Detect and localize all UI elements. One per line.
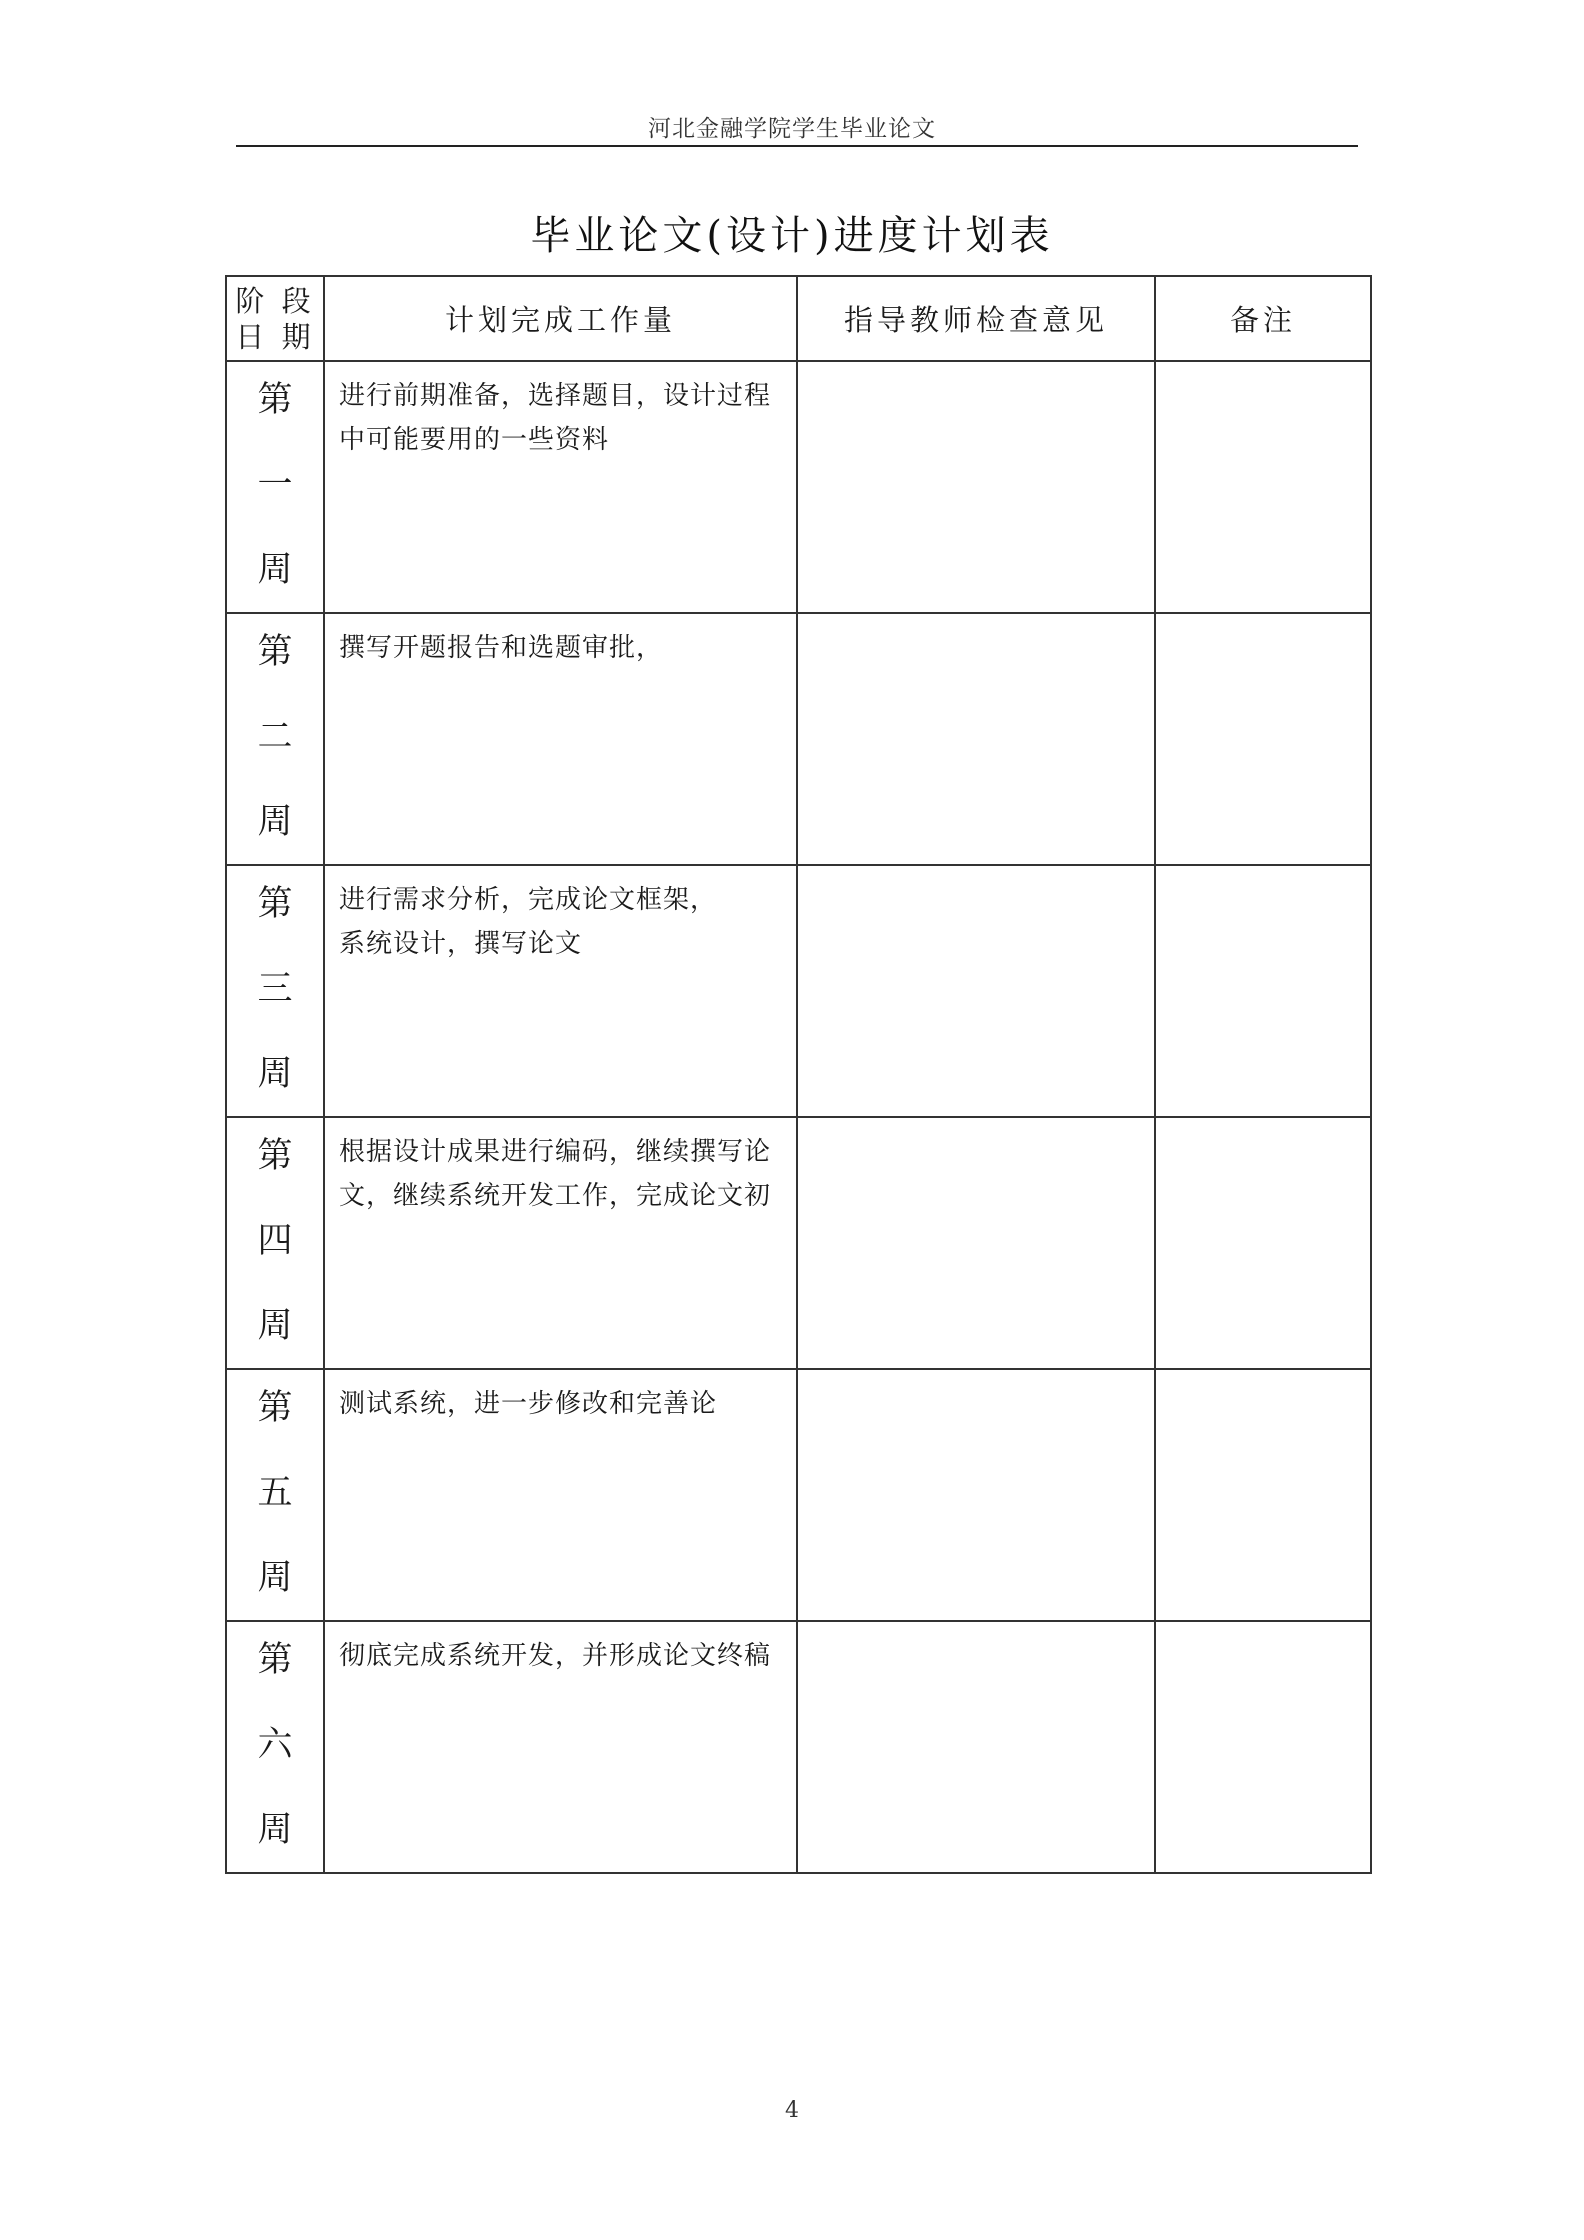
week-char: 二	[257, 717, 293, 757]
plan-cell	[324, 613, 797, 865]
week-row-6	[226, 1621, 1371, 1873]
plan-cell	[324, 1621, 797, 1873]
plan-line: 撰写开题报告和选题审批，	[339, 633, 664, 663]
table-header-row	[226, 276, 1371, 361]
week-cell	[226, 613, 324, 865]
stage-date-header	[226, 276, 324, 361]
week-char: 第	[257, 380, 293, 420]
week-char: 周	[257, 1558, 293, 1598]
document-title: 毕业论文(设计)进度计划表	[530, 213, 1054, 259]
remarks-cell	[1155, 361, 1371, 613]
plan-line: 中可能要用的一些资料	[339, 425, 610, 455]
advisor-cell	[797, 1117, 1155, 1369]
plan-line: 系统设计，撰写论文	[339, 929, 583, 959]
week-row-3	[226, 865, 1371, 1117]
advisor-cell	[797, 865, 1155, 1117]
week-char: 六	[257, 1725, 293, 1765]
progress-plan-table	[225, 275, 1372, 1874]
week-char: 五	[257, 1473, 293, 1513]
remarks-cell	[1155, 1621, 1371, 1873]
advisor-cell	[797, 613, 1155, 865]
week-char: 第	[257, 1640, 293, 1680]
week-char: 周	[257, 1306, 293, 1346]
stage-header-line1: 阶 段	[235, 283, 315, 318]
advisor-cell	[797, 1369, 1155, 1621]
plan-line: 进行前期准备，选择题目，设计过程	[339, 381, 772, 411]
week-row-4	[226, 1117, 1371, 1369]
plan-cell	[324, 361, 797, 613]
week-char: 周	[257, 550, 293, 590]
header-rule	[236, 145, 1358, 147]
remarks-cell	[1155, 865, 1371, 1117]
plan-line: 进行需求分析，完成论文框架，	[339, 885, 718, 915]
advisor-cell	[797, 361, 1155, 613]
remarks-cell	[1155, 613, 1371, 865]
week-char: 周	[257, 1054, 293, 1094]
week-row-2	[226, 613, 1371, 865]
week-char: 周	[257, 802, 293, 842]
week-char: 第	[257, 1388, 293, 1428]
week-cell	[226, 1369, 324, 1621]
week-char: 第	[257, 632, 293, 672]
plan-line: 根据设计成果进行编码，继续撰写论	[339, 1137, 772, 1167]
week-char: 周	[257, 1810, 293, 1850]
page-number: 4	[785, 2098, 799, 2123]
week-cell	[226, 361, 324, 613]
remarks-cell	[1155, 1117, 1371, 1369]
plan-cell	[324, 865, 797, 1117]
week-cell	[226, 1117, 324, 1369]
remarks-header: 备注	[1155, 276, 1371, 361]
week-char: 第	[257, 884, 293, 924]
plan-header: 计划完成工作量	[324, 276, 797, 361]
advisor-cell	[797, 1621, 1155, 1873]
week-char: 第	[257, 1136, 293, 1176]
plan-cell	[324, 1117, 797, 1369]
week-char: 一	[257, 465, 293, 505]
plan-cell	[324, 1369, 797, 1621]
week-cell	[226, 1621, 324, 1873]
week-row-5	[226, 1369, 1371, 1621]
plan-line: 彻底完成系统开发，并形成论文终稿	[339, 1641, 772, 1671]
stage-header-line2: 日 期	[235, 319, 315, 354]
plan-line: 文，继续系统开发工作，完成论文初	[339, 1181, 772, 1211]
week-row-1	[226, 361, 1371, 613]
running-header: 河北金融学院学生毕业论文	[648, 116, 936, 142]
remarks-cell	[1155, 1369, 1371, 1621]
week-char: 三	[257, 969, 293, 1009]
advisor-header: 指导教师检查意见	[797, 276, 1155, 361]
plan-line: 测试系统，进一步修改和完善论	[339, 1389, 718, 1419]
week-cell	[226, 865, 324, 1117]
week-char: 四	[257, 1221, 293, 1261]
